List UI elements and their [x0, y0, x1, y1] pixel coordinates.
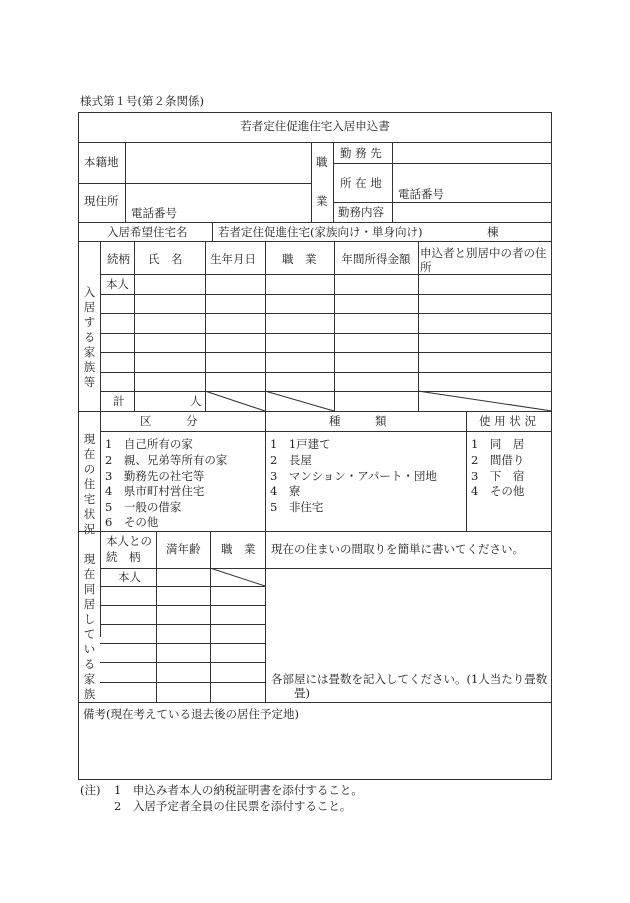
shiyou-option[interactable]: 2 間借り	[471, 453, 525, 467]
remarks-label: 備考(現在考えている退去後の居住予定地)	[83, 707, 299, 721]
job-header: 職 業	[221, 542, 256, 556]
genjusho-field[interactable]	[126, 184, 310, 221]
kubun-header: 区 分	[140, 414, 198, 428]
kubun-option[interactable]: 3 勤務先の社宅等	[105, 469, 205, 483]
kinmu-naiyo-label: 勤務内容	[338, 205, 384, 219]
floorplan-instruction: 現在の住まいの間取りを簡単に書いてください。	[271, 542, 524, 556]
shiyou-option[interactable]: 3 下 宿	[471, 469, 525, 483]
cohabiting-self: 本人	[118, 570, 141, 584]
table-row[interactable]	[101, 683, 264, 701]
form-title: 若者定住促進住宅入居申込書	[240, 119, 390, 133]
housing-label: 入居希望住宅名	[107, 225, 188, 239]
table-row[interactable]	[101, 314, 551, 332]
note-item: 2 入居予定者全員の住民票を添付すること。	[114, 799, 352, 813]
table-row[interactable]	[101, 625, 264, 642]
tatami-note-line1: 各部屋には畳数を記入してください。(1人当たり畳数	[271, 672, 548, 686]
shiyou-header: 使 用 状 況	[479, 414, 536, 428]
current-housing-section-label: 現在の住宅状況	[83, 432, 96, 536]
col-header-occupation: 職 業	[282, 252, 317, 266]
shiyou-option[interactable]: 4 その他	[471, 484, 525, 498]
col-header-address: 申込者と別居中の者の住所	[420, 246, 547, 274]
table-row[interactable]	[101, 587, 264, 604]
kubun-option[interactable]: 6 その他	[105, 515, 159, 529]
work-phone-label: 電話番号	[398, 187, 444, 201]
honseki-label: 本籍地	[84, 155, 119, 169]
shurui-header: 種 類	[329, 414, 387, 428]
shurui-option[interactable]: 1 1戸建て	[270, 437, 331, 451]
cohabiting-section-label: 現在同居している家族	[83, 552, 96, 701]
kubun-option[interactable]: 4 県市町村営住宅	[105, 484, 205, 498]
family-section-label: 入居する家族等	[83, 285, 96, 389]
table-row[interactable]	[101, 606, 264, 623]
relation-header-line1: 本人との	[106, 534, 152, 548]
col-header-name: 氏 名	[148, 252, 183, 266]
housing-unit: 棟	[487, 225, 499, 239]
kubun-option[interactable]: 1 自己所有の家	[105, 437, 193, 451]
table-row[interactable]	[101, 644, 264, 661]
shokugyo-label-2: 業	[316, 194, 328, 208]
shurui-option[interactable]: 5 非住宅	[270, 500, 324, 514]
housing-value: 若者定住促進住宅(家族向け・単身向け)	[218, 225, 423, 239]
form-number: 様式第１号(第２条関係)	[80, 94, 204, 108]
phone-label: 電話番号	[131, 206, 177, 220]
tatami-note-line2: 畳)	[294, 686, 310, 700]
col-header-relation: 続柄	[107, 252, 130, 266]
table-row[interactable]	[157, 569, 209, 585]
total-unit: 人	[190, 394, 202, 408]
shurui-option[interactable]: 2 長屋	[270, 453, 312, 467]
shurui-option[interactable]: 3 マンション・アパート・団地	[270, 469, 437, 483]
kinmusaki-field[interactable]	[393, 143, 551, 162]
shurui-option[interactable]: 4 寮	[270, 484, 301, 498]
shiyou-option[interactable]: 1 同 居	[471, 437, 525, 451]
kubun-option[interactable]: 5 一般の借家	[105, 500, 182, 514]
table-row[interactable]	[101, 295, 551, 312]
note-item: 1 申込み者本人の納税証明書を添付すること。	[114, 783, 363, 797]
remarks-field[interactable]	[79, 724, 551, 778]
family-row-relation: 本人	[106, 277, 129, 291]
col-header-income: 年間所得金額	[341, 252, 411, 266]
relation-header-line2: 続 柄	[106, 550, 141, 564]
kubun-option[interactable]: 2 親、兄弟等所有の家	[105, 453, 228, 467]
col-header-birthdate: 生年月日	[210, 252, 256, 266]
notes-prefix: (注)	[80, 783, 101, 797]
total-label: 計	[113, 394, 125, 408]
shozaichi-field[interactable]	[393, 164, 551, 201]
table-row[interactable]	[135, 275, 551, 293]
age-header: 満年齢	[166, 542, 201, 556]
table-row[interactable]	[101, 373, 551, 390]
kinmusaki-label: 勤 務 先	[340, 146, 382, 160]
table-row[interactable]	[101, 353, 551, 371]
shozaichi-label: 所 在 地	[340, 176, 382, 190]
total-count-field[interactable]	[135, 392, 185, 410]
genjusho-label: 現住所	[84, 194, 119, 208]
shokugyo-label-1: 職	[316, 155, 328, 169]
table-row[interactable]	[101, 663, 264, 681]
honseki-field[interactable]	[126, 143, 310, 182]
floorplan-drawing-area[interactable]	[266, 569, 551, 669]
table-row[interactable]	[101, 334, 551, 351]
kinmu-naiyo-field[interactable]	[393, 203, 551, 221]
